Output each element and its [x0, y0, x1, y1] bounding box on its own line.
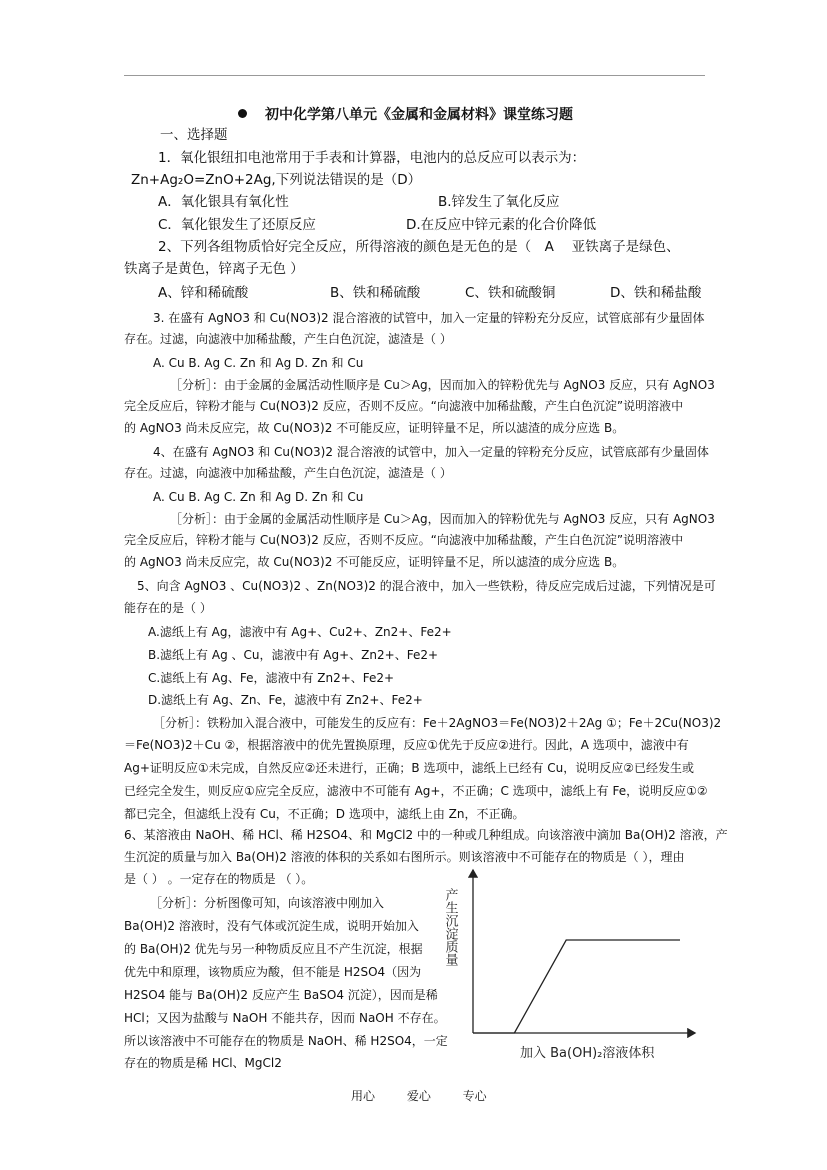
- q3-analysis: ［分析］：由于金属的金属活动性顺序是 Cu＞Ag，因而加入的锌粉优先与 AgNO3 反应，只有 AgNO3: [170, 378, 715, 392]
- q4-options: A. Cu B. Ag C. Zn 和 Ag D. Zn 和 Cu: [153, 490, 364, 504]
- title-text: 初中化学第八单元《金属和金属材料》课堂练习题: [265, 107, 573, 123]
- q6-analysis: 优先中和原理，该物质应为酸，但不能是 H2SO4（因为: [124, 965, 422, 979]
- section-heading: 一、选择题: [160, 127, 228, 143]
- q4-analysis: 的 AgNO3 尚未反应完，故 Cu(NO3)2 不可能反应，证明锌量不足，所以滤渣的成分应选 B。: [124, 555, 625, 569]
- q1-stem: 1．氧化银纽扣电池常用于手表和计算器，电池内的总反应可以表示为：: [158, 150, 586, 166]
- q6-analysis: 的 Ba(OH)2 优先与另一种物质反应且不产生沉淀，根据: [124, 942, 423, 956]
- q5-line: 能存在的是（ ）: [124, 601, 212, 615]
- y-axis-label: 产生沉淀质量: [442, 888, 458, 966]
- q6-analysis: HCl；又因为盐酸与 NaOH 不能共存，因而 NaOH 不存在。: [124, 1011, 446, 1025]
- q4-analysis: ［分析］：由于金属的金属活动性顺序是 Cu＞Ag，因而加入的锌粉优先与 AgNO3 反应，只有 AgNO3: [170, 512, 715, 526]
- q5-analysis: ［分析］：铁粉加入混合液中，可能发生的反应有：Fe＋2AgNO3＝Fe(NO3)2＋2Ag ①；Fe＋2Cu(NO3)2: [153, 716, 722, 730]
- q6-analysis: 所以该溶液中不可能存在的物质是 NaOH、稀 H2SO4，一定: [124, 1034, 448, 1048]
- q6-analysis: ［分析］：分析图像可知，向该溶液中刚加入: [150, 896, 385, 910]
- q2-option-a: A、锌和稀硫酸: [158, 285, 249, 301]
- q4-line: 4、在盛有 AgNO3 和 Cu(NO3)2 混合溶液的试管中，加入一定量的锌粉充分反应，试管底部有少量固体: [153, 445, 709, 459]
- q6-line: 6、某溶液由 NaOH、稀 HCl、稀 H2SO4、和 MgCl2 中的一种或几种组成。向该溶液中滴加 Ba(OH)2 溶液，产: [124, 828, 728, 842]
- q3-analysis: 完全反应后，锌粉才能与 Cu(NO3)2 反应，否则不反应。“向滤液中加稀盐酸，产生白色沉淀”说明溶液中: [124, 399, 684, 413]
- bullet-icon: [238, 109, 247, 118]
- q5-line: 5、向含 AgNO3 、Cu(NO3)2 、Zn(NO3)2 的混合液中，加入一些铁粉，待反应完成后过滤，下列情况是可: [137, 579, 716, 593]
- q5-option-a: A.滤纸上有 Ag，滤液中有 Ag+、Cu2+、Zn2+、Fe2+: [148, 625, 452, 639]
- q6-analysis: Ba(OH)2 溶液时，没有气体或沉淀生成，说明开始加入: [124, 919, 419, 933]
- q6-line: 是（ ） 。一定存在的物质是 （ ）。: [124, 872, 314, 886]
- q3-analysis: 的 AgNO3 尚未反应完，故 Cu(NO3)2 不可能反应，证明锌量不足，所以滤渣的成分应选 B。: [124, 421, 625, 435]
- q4-line: 存在。过滤，向滤液中加稀盐酸，产生白色沉淀，滤渣是（ ）: [124, 466, 452, 480]
- q3-options: A. Cu B. Ag C. Zn 和 Ag D. Zn 和 Cu: [153, 356, 364, 370]
- q1-equation: Zn+Ag₂O=ZnO+2Ag,下列说法错误的是（D）: [131, 172, 422, 188]
- q3-line: 存在。过滤，向滤液中加稀盐酸，产生白色沉淀，滤渣是（ ）: [124, 332, 452, 346]
- footer-text: 用心 爱心 专心: [351, 1089, 487, 1103]
- q3-line: 3. 在盛有 AgNO3 和 Cu(NO3)2 混合溶液的试管中，加入一定量的锌粉充分反应，试管底部有少量固体: [153, 311, 705, 325]
- precipitate-chart: [440, 860, 710, 1065]
- q2-option-d: D、铁和稀盐酸: [610, 285, 702, 301]
- q5-analysis: 已经完全发生，则反应①应完全反应，滤液中不可能有 Ag+，不正确；C 选项中，滤纸上有 Fe，说明反应①②: [124, 784, 708, 798]
- q1-option-a: A．氧化银具有氧化性: [158, 194, 289, 210]
- q5-option-d: D.滤纸上有 Ag、Zn、Fe，滤液中有 Zn2+、Fe2+: [148, 693, 423, 707]
- q4-analysis: 完全反应后，锌粉才能与 Cu(NO3)2 反应，否则不反应。“向滤液中加稀盐酸，产生白色沉淀”说明溶液中: [124, 533, 684, 547]
- q1-option-c: C．氧化银发生了还原反应: [158, 217, 316, 233]
- q5-analysis: Ag+证明反应①未完成，自然反应②还未进行，正确；B 选项中，滤纸上已经有 Cu，说明反应②已经发生或: [124, 761, 695, 775]
- q6-analysis: 存在的物质是稀 HCl、MgCl2: [124, 1056, 282, 1070]
- q5-option-b: B.滤纸上有 Ag 、Cu，滤液中有 Ag+、Zn2+、Fe2+: [148, 648, 439, 662]
- page-title: [238, 104, 573, 124]
- x-axis-label: 加入 Ba(OH)₂溶液体积: [520, 1046, 655, 1061]
- q6-analysis: H2SO4 能与 Ba(OH)2 反应产生 BaSO4 沉淀），因而是稀: [124, 988, 438, 1002]
- q5-analysis: 都已完全，但滤纸上没有 Cu，不正确；D 选项中，滤纸上由 Zn，不正确。: [124, 807, 525, 821]
- precipitate-line: [473, 940, 680, 1033]
- q1-option-b: B.锌发生了氧化反应: [438, 194, 560, 210]
- q2-line-1: 2、下列各组物质恰好完全反应，所得溶液的颜色是无色的是（ A 亚铁离子是绿色、: [158, 239, 680, 255]
- q2-option-c: C、铁和硫酸铜: [465, 285, 556, 301]
- q1-option-d: D.在反应中锌元素的化合价降低: [406, 217, 597, 233]
- q5-analysis: ＝Fe(NO3)2＋Cu ②，根据溶液中的优先置换原理，反应①优先于反应②进行。因此，A 选项中，滤液中有: [124, 738, 689, 752]
- q5-option-c: C.滤纸上有 Ag、Fe，滤液中有 Zn2+、Fe2+: [148, 671, 395, 685]
- q6-line: 生沉淀的质量与加入 Ba(OH)2 溶液的体积的关系如右图所示。则该溶液中不可能存在的物质是（ ），理由: [124, 850, 685, 864]
- q2-option-b: B、铁和稀硫酸: [330, 285, 421, 301]
- header-rule: [124, 75, 705, 76]
- q2-line-2: 铁离子是黄色，锌离子无色 ）: [124, 261, 304, 277]
